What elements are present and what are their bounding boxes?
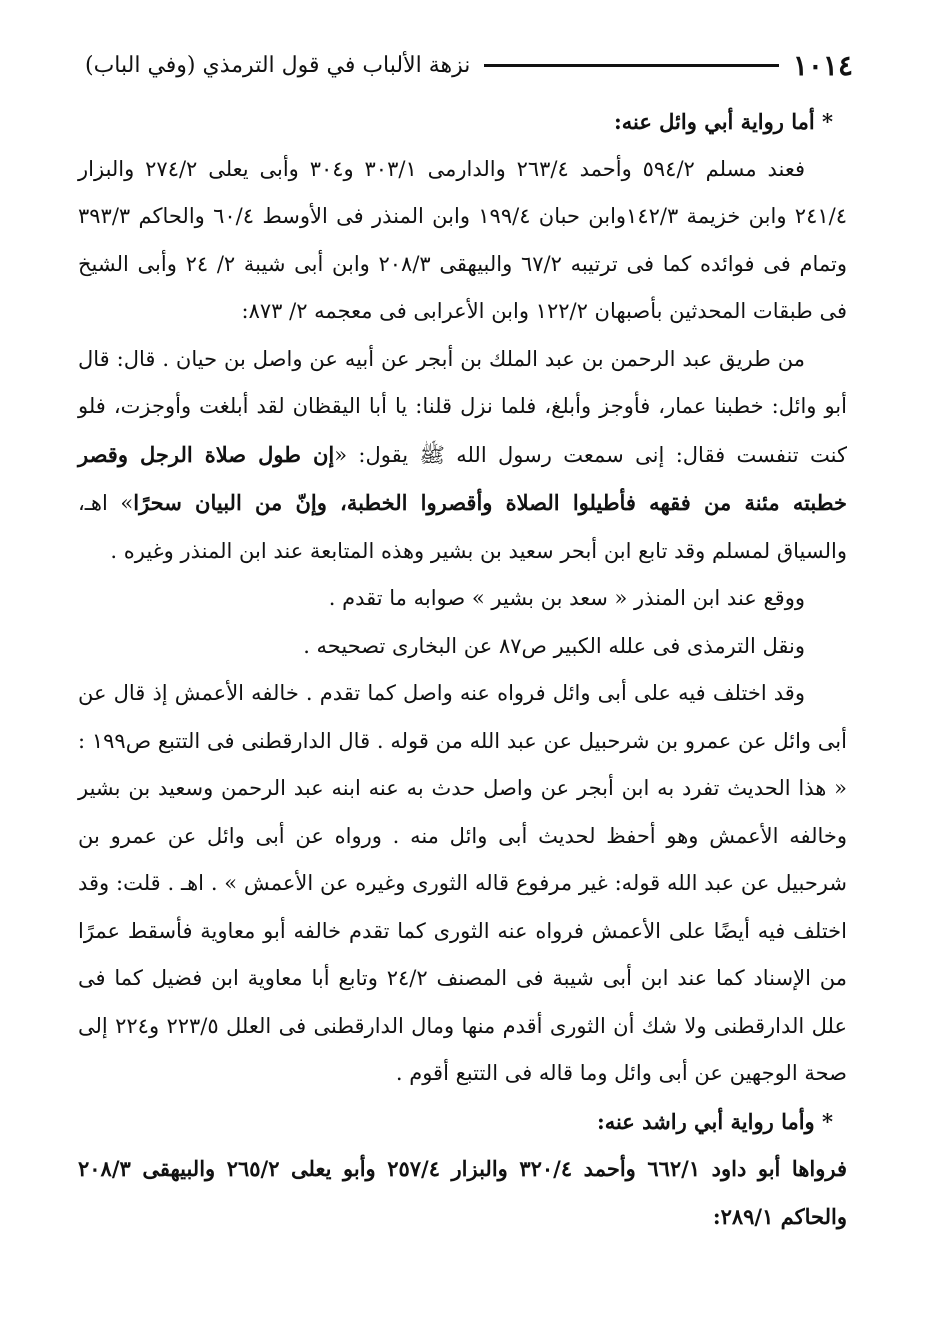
paragraph-tirmidhi-note: ونقل الترمذى فى علله الكبير ص٨٧ عن البخارى تصحيحه .	[303, 633, 805, 658]
paragraph-sources-abu-rashid: فرواها أبو داود ٦٦٢/١ وأحمد ٣٢٠/٤ والبزار ٢٥٧/٤ وأبو يعلى ٢٦٥/٢ والبيهقى ٢٠٨/٣ والحاكم ٢٨٩/١:	[78, 1156, 847, 1229]
header-rule	[484, 64, 778, 67]
section-heading-abu-wail: * أما رواية أبي وائل عنه:	[613, 109, 833, 134]
page-number: ١٠١٤	[792, 48, 853, 82]
hadith-quote: إن طول صلاة الرجل وقصر خطبته مئنة من فقهه فأطيلوا الصلاة وأقصروا الخطبة، وإنّ من البيان سحرًا	[78, 441, 847, 515]
section-heading-abu-rashid: * وأما رواية أبي راشد عنه:	[596, 1108, 833, 1134]
body-text	[78, 98, 847, 1240]
running-title: نزهة الألباب في قول الترمذي (وفي الباب)	[85, 52, 471, 78]
paragraph-sources-abu-wail: فعند مسلم ٥٩٤/٢ وأحمد ٢٦٣/٤ والدارمى ٣٠٣/١ و٣٠٤ وأبى يعلى ٢٧٤/٢ والبزار ٢٤١/٤ وابن خزيمة ١٤٢/٣وابن حبان ١٩٩/٤ وابن المنذر فى الأوسط ٦٠/٤ والحاكم ٣٩٣/٣ وتمام فى فوائده كما فى ترتيبه ٦٧/٢ والبيهقى ٢٠٨/٣ وابن أبى شيبة ٢/ ٢٤ وأبى الشيخ فى طبقات المحدثين بأصبهان ١٢٢/٢ وابن الأعرابى فى معجمه ٢/ ٨٧٣:	[78, 156, 847, 323]
paragraph-ikhtilaf-discussion: وقد اختلف فيه على أبى وائل فرواه عنه واصل كما تقدم . خالفه الأعمش إذ قال عن أبى وائل عن عمرو بن شرحبيل عن عبد الله من قوله . قال الدارقطنى فى التتبع ص١٩٩ : « هذا الحديث تفرد به ابن أبجر عن واصل حدث به عنه ابنه عبد الرحمن وسعيد بن بشير وخالفه الأعمش وهو أحفظ لحديث أبى وائل منه . ورواه عن أبى وائل عن عمرو بن شرحبيل عن عبد الله قوله: غير مرفوع قاله الثورى وغيره عن الأعمش » . اهـ . قلت: وقد اختلف فيه أيضًا على الأعمش فرواه عنه الثورى كما تقدم خالفه أبو معاوية فأسقط عمرًا من الإسناد كما عند ابن أبى شيبة فى المصنف ٢٤/٢ وتابع أبا معاوية ابن فضيل كما فى علل الدارقطنى ولا شك أن الثورى أقدم منها ومال الدارقطنى فى العلل ٢٢٣/٥ و٢٢٤ إلى صحة الوجهين عن أبى وائل وما قاله فى التتبع أقوم .	[78, 681, 848, 1085]
paragraph-ibn-almundhir-note: ووقع عند ابن المنذر « سعد بن بشير » صوابه ما تقدم .	[328, 586, 805, 610]
hadith-intro: من طريق عبد الرحمن بن عبد الملك بن أبجر عن أبيه عن واصل بن حيان . قال: قال أبو وائل: خطبنا عمار، فأوجز وأبلغ، فلما نزل قلنا: يا أبا اليقظان لقد أبلغت وأوجزت، فلو كنت تنفست فقال: إنى سمعت رسول الله ﷺ يقول: «	[78, 346, 847, 467]
page-header	[85, 40, 853, 90]
hadith-outro: » اهـ، والسياق لمسلم وقد تابع ابن أبحر سعيد بن بشير وهذه المتابعة عند ابن المنذر وغيره .	[78, 491, 847, 563]
paragraph-hadith-text	[78, 336, 847, 576]
